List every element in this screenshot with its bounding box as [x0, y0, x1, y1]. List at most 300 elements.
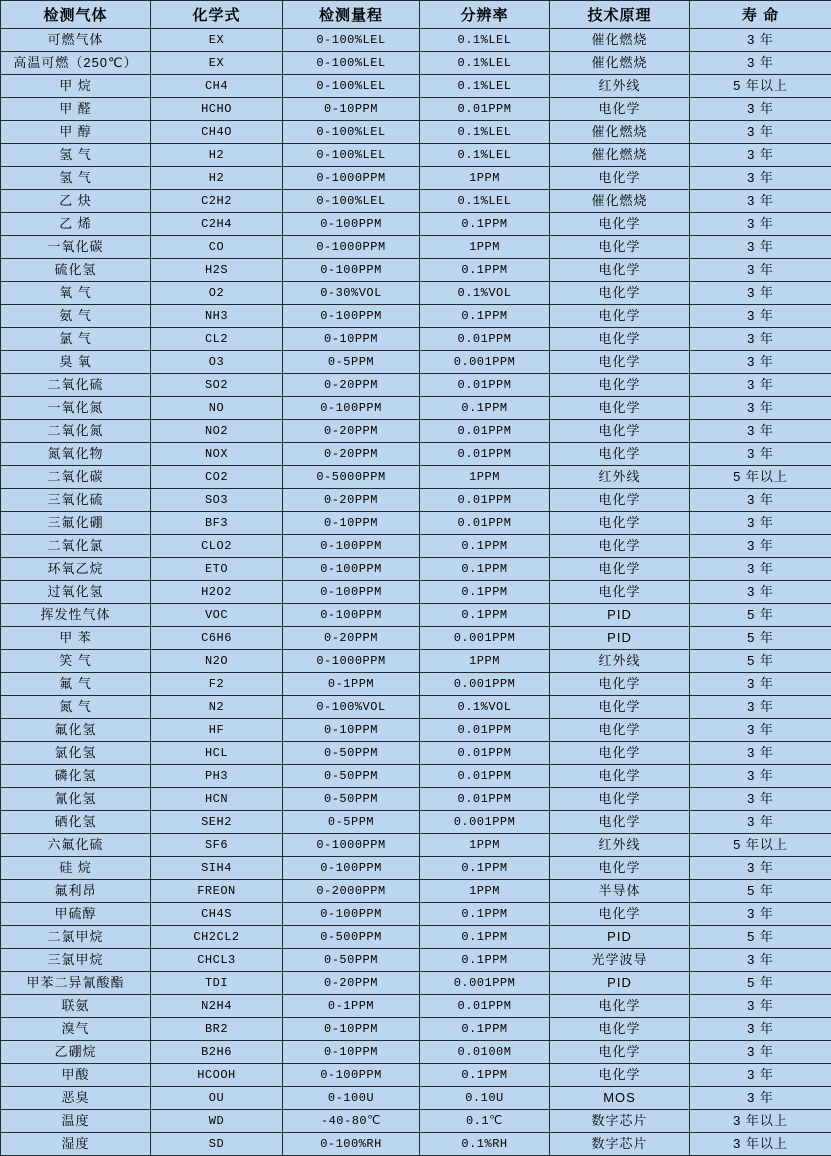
cell-lifetime: 3 年 [690, 328, 831, 351]
cell-technical-principle: 催化燃烧 [550, 52, 690, 75]
cell-technical-principle: 电化学 [550, 351, 690, 374]
cell-detection-range: 0-20PPM [283, 420, 420, 443]
cell-technical-principle: PID [550, 972, 690, 995]
cell-technical-principle: 电化学 [550, 443, 690, 466]
column-header-formula: 化学式 [151, 1, 283, 29]
table-row [1, 972, 831, 995]
cell-resolution: 1PPM [420, 650, 550, 673]
cell-gas-name: 氰化氢 [1, 788, 151, 811]
cell-lifetime: 3 年 [690, 98, 831, 121]
cell-chemical-formula: TDI [151, 972, 283, 995]
cell-resolution: 0.1℃ [420, 1110, 550, 1133]
cell-lifetime: 3 年 [690, 420, 831, 443]
cell-chemical-formula: CLO2 [151, 535, 283, 558]
cell-technical-principle: 电化学 [550, 397, 690, 420]
cell-technical-principle: 催化燃烧 [550, 144, 690, 167]
cell-chemical-formula: NO2 [151, 420, 283, 443]
cell-technical-principle: 催化燃烧 [550, 29, 690, 52]
cell-lifetime: 3 年 [690, 190, 831, 213]
cell-lifetime: 5 年 [690, 650, 831, 673]
cell-lifetime: 3 年 [690, 673, 831, 696]
table-row [1, 719, 831, 742]
cell-resolution: 1PPM [420, 880, 550, 903]
cell-chemical-formula: SO2 [151, 374, 283, 397]
cell-gas-name: 高温可燃（250℃） [1, 52, 151, 75]
table-row [1, 489, 831, 512]
cell-gas-name: 三氟化硼 [1, 512, 151, 535]
cell-resolution: 0.0100M [420, 1041, 550, 1064]
cell-lifetime: 5 年以上 [690, 834, 831, 857]
table-row [1, 351, 831, 374]
cell-gas-name: 乙硼烷 [1, 1041, 151, 1064]
cell-gas-name: 氮 气 [1, 696, 151, 719]
cell-detection-range: 0-20PPM [283, 627, 420, 650]
cell-gas-name: 甲硫醇 [1, 903, 151, 926]
cell-gas-name: 六氟化硫 [1, 834, 151, 857]
cell-detection-range: 0-10PPM [283, 512, 420, 535]
cell-detection-range: 0-100%LEL [283, 190, 420, 213]
cell-technical-principle: 数字芯片 [550, 1110, 690, 1133]
table-row [1, 213, 831, 236]
cell-chemical-formula: N2H4 [151, 995, 283, 1018]
cell-gas-name: 二氧化硫 [1, 374, 151, 397]
cell-technical-principle: 电化学 [550, 167, 690, 190]
cell-detection-range: 0-10PPM [283, 719, 420, 742]
cell-chemical-formula: EX [151, 29, 283, 52]
cell-lifetime: 3 年 [690, 857, 831, 880]
cell-detection-range: 0-100PPM [283, 213, 420, 236]
cell-technical-principle: 电化学 [550, 374, 690, 397]
table-row [1, 604, 831, 627]
table-row [1, 305, 831, 328]
cell-detection-range: 0-10PPM [283, 98, 420, 121]
cell-technical-principle: 电化学 [550, 788, 690, 811]
cell-detection-range: 0-10PPM [283, 1018, 420, 1041]
cell-lifetime: 3 年 [690, 1018, 831, 1041]
cell-gas-name: 硫化氢 [1, 259, 151, 282]
cell-technical-principle: 电化学 [550, 259, 690, 282]
table-row [1, 949, 831, 972]
cell-chemical-formula: CH4 [151, 75, 283, 98]
cell-detection-range: 0-500PPM [283, 926, 420, 949]
table-row [1, 420, 831, 443]
cell-gas-name: 氟利昂 [1, 880, 151, 903]
cell-gas-name: 甲 烷 [1, 75, 151, 98]
cell-chemical-formula: FREON [151, 880, 283, 903]
cell-chemical-formula: N2 [151, 696, 283, 719]
cell-resolution: 0.01PPM [420, 995, 550, 1018]
cell-resolution: 0.01PPM [420, 420, 550, 443]
cell-resolution: 0.1PPM [420, 604, 550, 627]
cell-resolution: 0.1PPM [420, 949, 550, 972]
cell-gas-name: 硅 烷 [1, 857, 151, 880]
cell-resolution: 0.1%LEL [420, 190, 550, 213]
cell-chemical-formula: C2H2 [151, 190, 283, 213]
cell-lifetime: 3 年 [690, 949, 831, 972]
table-row [1, 1064, 831, 1087]
cell-resolution: 0.1%VOL [420, 696, 550, 719]
cell-gas-name: 臭 氧 [1, 351, 151, 374]
table-row [1, 512, 831, 535]
cell-resolution: 0.10U [420, 1087, 550, 1110]
cell-technical-principle: 电化学 [550, 581, 690, 604]
cell-resolution: 0.1PPM [420, 259, 550, 282]
cell-lifetime: 3 年 [690, 558, 831, 581]
cell-resolution: 0.01PPM [420, 374, 550, 397]
cell-lifetime: 3 年 [690, 581, 831, 604]
cell-detection-range: 0-100PPM [283, 903, 420, 926]
cell-technical-principle: 电化学 [550, 1018, 690, 1041]
cell-detection-range: 0-100%LEL [283, 121, 420, 144]
cell-detection-range: 0-50PPM [283, 742, 420, 765]
cell-resolution: 0.01PPM [420, 443, 550, 466]
cell-gas-name: 氧 气 [1, 282, 151, 305]
column-header-range: 检测量程 [283, 1, 420, 29]
cell-lifetime: 3 年 [690, 236, 831, 259]
cell-technical-principle: 电化学 [550, 1064, 690, 1087]
cell-gas-name: 温度 [1, 1110, 151, 1133]
cell-resolution: 1PPM [420, 167, 550, 190]
cell-chemical-formula: H2 [151, 167, 283, 190]
column-header-lifetime: 寿 命 [690, 1, 831, 29]
cell-technical-principle: 红外线 [550, 834, 690, 857]
table-body [1, 29, 831, 1156]
cell-technical-principle: 电化学 [550, 98, 690, 121]
cell-chemical-formula: CL2 [151, 328, 283, 351]
cell-technical-principle: 电化学 [550, 213, 690, 236]
cell-chemical-formula: CH4S [151, 903, 283, 926]
cell-resolution: 0.01PPM [420, 742, 550, 765]
cell-lifetime: 5 年 [690, 926, 831, 949]
cell-resolution: 0.001PPM [420, 811, 550, 834]
cell-chemical-formula: SF6 [151, 834, 283, 857]
cell-detection-range: 0-10PPM [283, 328, 420, 351]
cell-resolution: 0.1%LEL [420, 52, 550, 75]
cell-gas-name: 氨 气 [1, 305, 151, 328]
cell-chemical-formula: SEH2 [151, 811, 283, 834]
cell-detection-range: -40-80℃ [283, 1110, 420, 1133]
cell-chemical-formula: H2S [151, 259, 283, 282]
cell-technical-principle: 电化学 [550, 305, 690, 328]
cell-gas-name: 氯化氢 [1, 742, 151, 765]
table-row [1, 1087, 831, 1110]
cell-gas-name: 甲 醛 [1, 98, 151, 121]
cell-lifetime: 3 年 [690, 374, 831, 397]
cell-technical-principle: PID [550, 604, 690, 627]
table-row [1, 282, 831, 305]
cell-technical-principle: 红外线 [550, 75, 690, 98]
cell-lifetime: 3 年 [690, 121, 831, 144]
cell-technical-principle: 电化学 [550, 535, 690, 558]
cell-detection-range: 0-20PPM [283, 443, 420, 466]
cell-lifetime: 3 年 [690, 811, 831, 834]
cell-resolution: 0.1PPM [420, 397, 550, 420]
table-row [1, 259, 831, 282]
cell-chemical-formula: HCL [151, 742, 283, 765]
table-row [1, 742, 831, 765]
cell-detection-range: 0-100%LEL [283, 52, 420, 75]
cell-detection-range: 0-20PPM [283, 972, 420, 995]
cell-chemical-formula: HCN [151, 788, 283, 811]
cell-gas-name: 二氧化氯 [1, 535, 151, 558]
table-row [1, 190, 831, 213]
table-row [1, 374, 831, 397]
cell-chemical-formula: PH3 [151, 765, 283, 788]
cell-gas-name: 二氧化碳 [1, 466, 151, 489]
cell-resolution: 0.1PPM [420, 305, 550, 328]
table-row [1, 696, 831, 719]
cell-chemical-formula: F2 [151, 673, 283, 696]
cell-resolution: 0.01PPM [420, 489, 550, 512]
cell-detection-range: 0-5000PPM [283, 466, 420, 489]
table-row [1, 650, 831, 673]
cell-lifetime: 3 年 [690, 52, 831, 75]
table-row [1, 98, 831, 121]
cell-detection-range: 0-100%LEL [283, 144, 420, 167]
cell-chemical-formula: BR2 [151, 1018, 283, 1041]
cell-lifetime: 3 年 [690, 995, 831, 1018]
cell-resolution: 0.1PPM [420, 926, 550, 949]
cell-chemical-formula: O3 [151, 351, 283, 374]
table-header-row [1, 1, 831, 29]
cell-technical-principle: 电化学 [550, 1041, 690, 1064]
cell-detection-range: 0-100PPM [283, 305, 420, 328]
cell-detection-range: 0-50PPM [283, 788, 420, 811]
cell-gas-name: 二氧化氮 [1, 420, 151, 443]
cell-resolution: 0.1PPM [420, 535, 550, 558]
cell-chemical-formula: EX [151, 52, 283, 75]
cell-detection-range: 0-30%VOL [283, 282, 420, 305]
cell-chemical-formula: NOX [151, 443, 283, 466]
cell-lifetime: 3 年以上 [690, 1133, 831, 1156]
cell-detection-range: 0-100PPM [283, 857, 420, 880]
cell-chemical-formula: B2H6 [151, 1041, 283, 1064]
cell-detection-range: 0-100PPM [283, 581, 420, 604]
cell-gas-name: 二氯甲烷 [1, 926, 151, 949]
cell-chemical-formula: VOC [151, 604, 283, 627]
table-row [1, 558, 831, 581]
cell-resolution: 0.01PPM [420, 328, 550, 351]
table-row [1, 1133, 831, 1156]
cell-technical-principle: PID [550, 926, 690, 949]
cell-lifetime: 3 年 [690, 512, 831, 535]
table-row [1, 673, 831, 696]
cell-gas-name: 恶臭 [1, 1087, 151, 1110]
cell-gas-name: 氢 气 [1, 167, 151, 190]
cell-resolution: 0.001PPM [420, 972, 550, 995]
cell-resolution: 0.01PPM [420, 788, 550, 811]
cell-lifetime: 3 年 [690, 765, 831, 788]
cell-gas-name: 可燃气体 [1, 29, 151, 52]
cell-detection-range: 0-1000PPM [283, 236, 420, 259]
table-row [1, 581, 831, 604]
cell-chemical-formula: CO2 [151, 466, 283, 489]
cell-gas-name: 笑 气 [1, 650, 151, 673]
cell-resolution: 0.1PPM [420, 558, 550, 581]
cell-lifetime: 5 年以上 [690, 75, 831, 98]
cell-technical-principle: 电化学 [550, 995, 690, 1018]
cell-technical-principle: 电化学 [550, 236, 690, 259]
cell-lifetime: 3 年 [690, 167, 831, 190]
cell-gas-name: 环氧乙烷 [1, 558, 151, 581]
cell-lifetime: 5 年 [690, 880, 831, 903]
cell-gas-name: 一氧化氮 [1, 397, 151, 420]
table-row [1, 29, 831, 52]
cell-gas-name: 氟 气 [1, 673, 151, 696]
cell-resolution: 0.1PPM [420, 1018, 550, 1041]
cell-technical-principle: 光学波导 [550, 949, 690, 972]
cell-resolution: 0.01PPM [420, 765, 550, 788]
cell-technical-principle: 电化学 [550, 742, 690, 765]
cell-detection-range: 0-100PPM [283, 397, 420, 420]
table-row [1, 995, 831, 1018]
cell-technical-principle: 电化学 [550, 696, 690, 719]
cell-lifetime: 3 年 [690, 213, 831, 236]
cell-lifetime: 3 年以上 [690, 1110, 831, 1133]
cell-gas-name: 挥发性气体 [1, 604, 151, 627]
cell-gas-name: 一氧化碳 [1, 236, 151, 259]
cell-gas-name: 甲 苯 [1, 627, 151, 650]
cell-chemical-formula: HCHO [151, 98, 283, 121]
table-row [1, 236, 831, 259]
cell-detection-range: 0-100%RH [283, 1133, 420, 1156]
cell-chemical-formula: NH3 [151, 305, 283, 328]
table-row [1, 75, 831, 98]
cell-lifetime: 3 年 [690, 535, 831, 558]
cell-detection-range: 0-100PPM [283, 535, 420, 558]
cell-resolution: 0.1PPM [420, 581, 550, 604]
cell-chemical-formula: N2O [151, 650, 283, 673]
table-row [1, 167, 831, 190]
cell-resolution: 0.01PPM [420, 512, 550, 535]
cell-technical-principle: MOS [550, 1087, 690, 1110]
cell-resolution: 0.1%LEL [420, 121, 550, 144]
cell-technical-principle: 电化学 [550, 420, 690, 443]
cell-resolution: 0.1PPM [420, 213, 550, 236]
cell-detection-range: 0-10PPM [283, 1041, 420, 1064]
cell-gas-name: 乙 烯 [1, 213, 151, 236]
cell-gas-name: 氯 气 [1, 328, 151, 351]
cell-resolution: 0.1%LEL [420, 75, 550, 98]
cell-lifetime: 3 年 [690, 397, 831, 420]
cell-detection-range: 0-100PPM [283, 604, 420, 627]
cell-gas-name: 氢 气 [1, 144, 151, 167]
cell-resolution: 0.1%LEL [420, 29, 550, 52]
cell-lifetime: 3 年 [690, 29, 831, 52]
cell-lifetime: 3 年 [690, 1087, 831, 1110]
cell-resolution: 0.01PPM [420, 98, 550, 121]
table-header [1, 1, 831, 29]
table-row [1, 857, 831, 880]
cell-resolution: 0.1%RH [420, 1133, 550, 1156]
cell-lifetime: 5 年以上 [690, 466, 831, 489]
table-row [1, 926, 831, 949]
cell-lifetime: 3 年 [690, 1041, 831, 1064]
column-header-principle: 技术原理 [550, 1, 690, 29]
cell-detection-range: 0-100%LEL [283, 29, 420, 52]
cell-technical-principle: 电化学 [550, 489, 690, 512]
cell-technical-principle: 电化学 [550, 903, 690, 926]
cell-chemical-formula: SD [151, 1133, 283, 1156]
cell-gas-name: 联氨 [1, 995, 151, 1018]
cell-technical-principle: 催化燃烧 [550, 121, 690, 144]
cell-chemical-formula: NO [151, 397, 283, 420]
cell-chemical-formula: BF3 [151, 512, 283, 535]
cell-chemical-formula: HF [151, 719, 283, 742]
cell-detection-range: 0-100%VOL [283, 696, 420, 719]
cell-gas-name: 湿度 [1, 1133, 151, 1156]
cell-detection-range: 0-100PPM [283, 1064, 420, 1087]
table-row [1, 903, 831, 926]
table-row [1, 788, 831, 811]
cell-technical-principle: 数字芯片 [550, 1133, 690, 1156]
cell-resolution: 0.1PPM [420, 1064, 550, 1087]
cell-resolution: 0.1%VOL [420, 282, 550, 305]
cell-gas-name: 磷化氢 [1, 765, 151, 788]
table-row [1, 1110, 831, 1133]
cell-detection-range: 0-100U [283, 1087, 420, 1110]
cell-technical-principle: 红外线 [550, 650, 690, 673]
cell-chemical-formula: H2O2 [151, 581, 283, 604]
table-row [1, 1018, 831, 1041]
cell-gas-name: 过氧化氢 [1, 581, 151, 604]
cell-gas-name: 甲酸 [1, 1064, 151, 1087]
cell-detection-range: 0-100PPM [283, 558, 420, 581]
cell-chemical-formula: SIH4 [151, 857, 283, 880]
table-row [1, 144, 831, 167]
cell-lifetime: 3 年 [690, 282, 831, 305]
cell-lifetime: 3 年 [690, 259, 831, 282]
table-row [1, 627, 831, 650]
cell-lifetime: 3 年 [690, 443, 831, 466]
table-row [1, 535, 831, 558]
table-row [1, 443, 831, 466]
cell-chemical-formula: CO [151, 236, 283, 259]
cell-gas-name: 甲 醇 [1, 121, 151, 144]
table-row [1, 834, 831, 857]
cell-lifetime: 3 年 [690, 788, 831, 811]
cell-detection-range: 0-1PPM [283, 995, 420, 1018]
cell-technical-principle: 电化学 [550, 512, 690, 535]
cell-resolution: 1PPM [420, 834, 550, 857]
cell-gas-name: 乙 炔 [1, 190, 151, 213]
cell-technical-principle: 电化学 [550, 673, 690, 696]
column-header-resolution: 分辨率 [420, 1, 550, 29]
cell-chemical-formula: CHCL3 [151, 949, 283, 972]
table-row [1, 397, 831, 420]
table-row [1, 328, 831, 351]
cell-lifetime: 3 年 [690, 489, 831, 512]
column-header-gas: 检测气体 [1, 1, 151, 29]
table-row [1, 466, 831, 489]
cell-chemical-formula: CH2CL2 [151, 926, 283, 949]
cell-lifetime: 3 年 [690, 305, 831, 328]
cell-chemical-formula: OU [151, 1087, 283, 1110]
cell-technical-principle: 催化燃烧 [550, 190, 690, 213]
cell-detection-range: 0-1PPM [283, 673, 420, 696]
cell-lifetime: 5 年 [690, 604, 831, 627]
cell-resolution: 0.1%LEL [420, 144, 550, 167]
cell-lifetime: 3 年 [690, 1064, 831, 1087]
cell-resolution: 0.001PPM [420, 627, 550, 650]
cell-technical-principle: 电化学 [550, 719, 690, 742]
cell-gas-name: 甲苯二异氰酸酯 [1, 972, 151, 995]
table-row [1, 1041, 831, 1064]
cell-gas-name: 溴气 [1, 1018, 151, 1041]
cell-detection-range: 0-20PPM [283, 489, 420, 512]
cell-technical-principle: 半导体 [550, 880, 690, 903]
table-row [1, 121, 831, 144]
